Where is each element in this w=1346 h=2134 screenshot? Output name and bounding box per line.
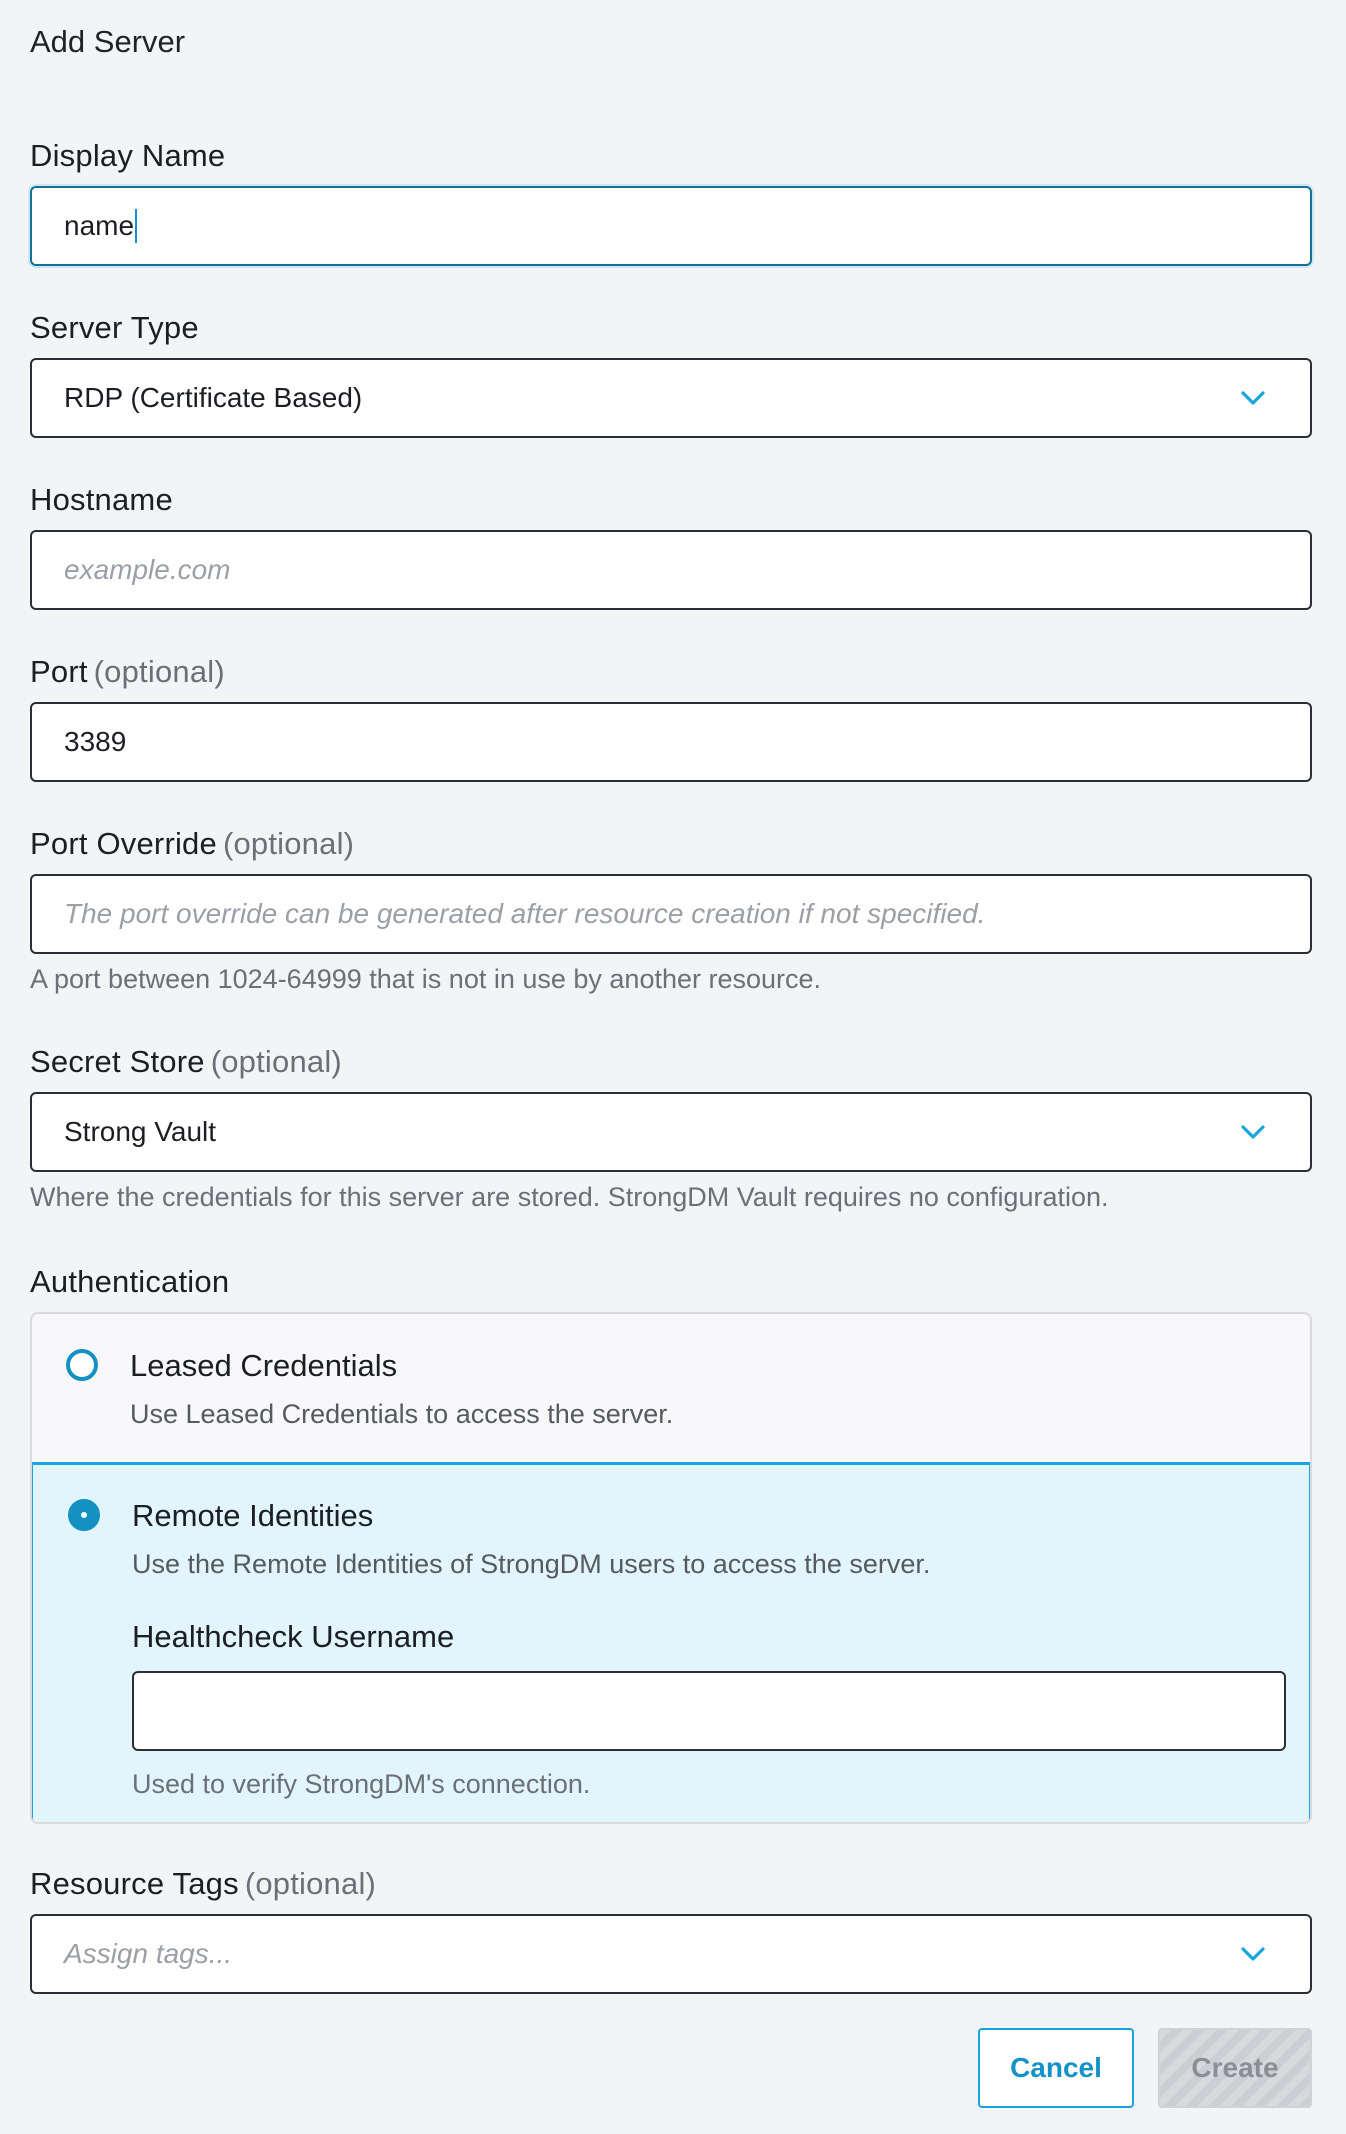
secret-store-help: Where the credentials for this server are stored. StrongDM Vault requires no configuration. <box>30 1182 1109 1212</box>
healthcheck-username-help: Used to verify StrongDM's connection. <box>132 1769 591 1799</box>
hostname-input[interactable] <box>30 530 1312 610</box>
hostname-field <box>30 480 1312 610</box>
healthcheck-username-input[interactable] <box>132 1671 1286 1751</box>
port-override-help: A port between 1024-64999 that is not in use by another resource. <box>30 964 822 994</box>
port-override-input[interactable] <box>30 874 1312 954</box>
server-type-select[interactable] <box>30 358 1312 438</box>
secret-store-label <box>30 1042 1312 1082</box>
chevron-down-icon <box>1240 1119 1266 1145</box>
leased-credentials-radio[interactable] <box>66 1349 98 1381</box>
resource-tags-placeholder: Assign tags... <box>64 1938 233 1969</box>
hostname-placeholder: example.com <box>64 554 231 585</box>
port-value: 3389 <box>64 726 127 757</box>
optional-tag: (optional) <box>222 826 355 861</box>
remote-identities-title: Remote Identities <box>132 1498 374 1533</box>
chevron-down-icon <box>1240 385 1266 411</box>
secret-store-label-text: Secret Store <box>30 1044 205 1079</box>
port-override-label <box>30 824 1312 864</box>
display-name-input[interactable] <box>30 186 1312 266</box>
server-type-field <box>30 308 1312 438</box>
remote-identities-radio[interactable] <box>68 1499 100 1531</box>
port-override-label-text: Port Override <box>30 826 217 861</box>
healthcheck-username-label: Healthcheck Username <box>132 1619 455 1654</box>
secret-store-field <box>30 1042 1312 1213</box>
port-label-text: Port <box>30 654 88 689</box>
leased-credentials-description: Use Leased Credentials to access the server. <box>130 1399 674 1429</box>
authentication-heading-wrap <box>30 1262 1312 1302</box>
leased-credentials-title: Leased Credentials <box>130 1348 398 1383</box>
create-button[interactable]: Create <box>1158 2028 1312 2108</box>
port-field <box>30 652 1312 782</box>
resource-tags-select[interactable] <box>30 1914 1312 1994</box>
port-override-placeholder: The port override can be generated after resource creation if not specified. <box>64 898 986 929</box>
optional-tag: (optional) <box>244 1866 377 1901</box>
port-input[interactable] <box>30 702 1312 782</box>
cancel-button[interactable]: Cancel <box>978 2028 1134 2108</box>
optional-tag: (optional) <box>210 1044 342 1079</box>
server-type-label: Server Type <box>30 310 199 345</box>
secret-store-value: Strong Vault <box>64 1116 217 1147</box>
display-name-value: name <box>64 210 135 241</box>
authentication-label: Authentication <box>30 1264 230 1299</box>
auth-option-leased-credentials[interactable] <box>32 1314 1310 1464</box>
page-title: Add Server <box>30 24 186 59</box>
hostname-label: Hostname <box>30 482 173 517</box>
secret-store-select[interactable] <box>30 1092 1312 1172</box>
resource-tags-label-text: Resource Tags <box>30 1866 239 1901</box>
optional-tag: (optional) <box>93 654 225 689</box>
text-cursor <box>135 209 137 243</box>
remote-identities-description: Use the Remote Identities of StrongDM users to access the server. <box>132 1549 931 1579</box>
display-name-field <box>30 136 1312 266</box>
server-type-value: RDP (Certificate Based) <box>64 382 363 413</box>
display-name-label: Display Name <box>30 138 226 173</box>
auth-option-remote-identities[interactable] <box>30 1462 1312 1824</box>
resource-tags-field <box>30 1864 1312 1994</box>
authentication-options <box>30 1312 1312 1824</box>
port-override-field <box>30 824 1312 995</box>
port-label <box>30 652 1312 692</box>
chevron-down-icon <box>1240 1941 1266 1967</box>
resource-tags-label <box>30 1864 1312 1904</box>
